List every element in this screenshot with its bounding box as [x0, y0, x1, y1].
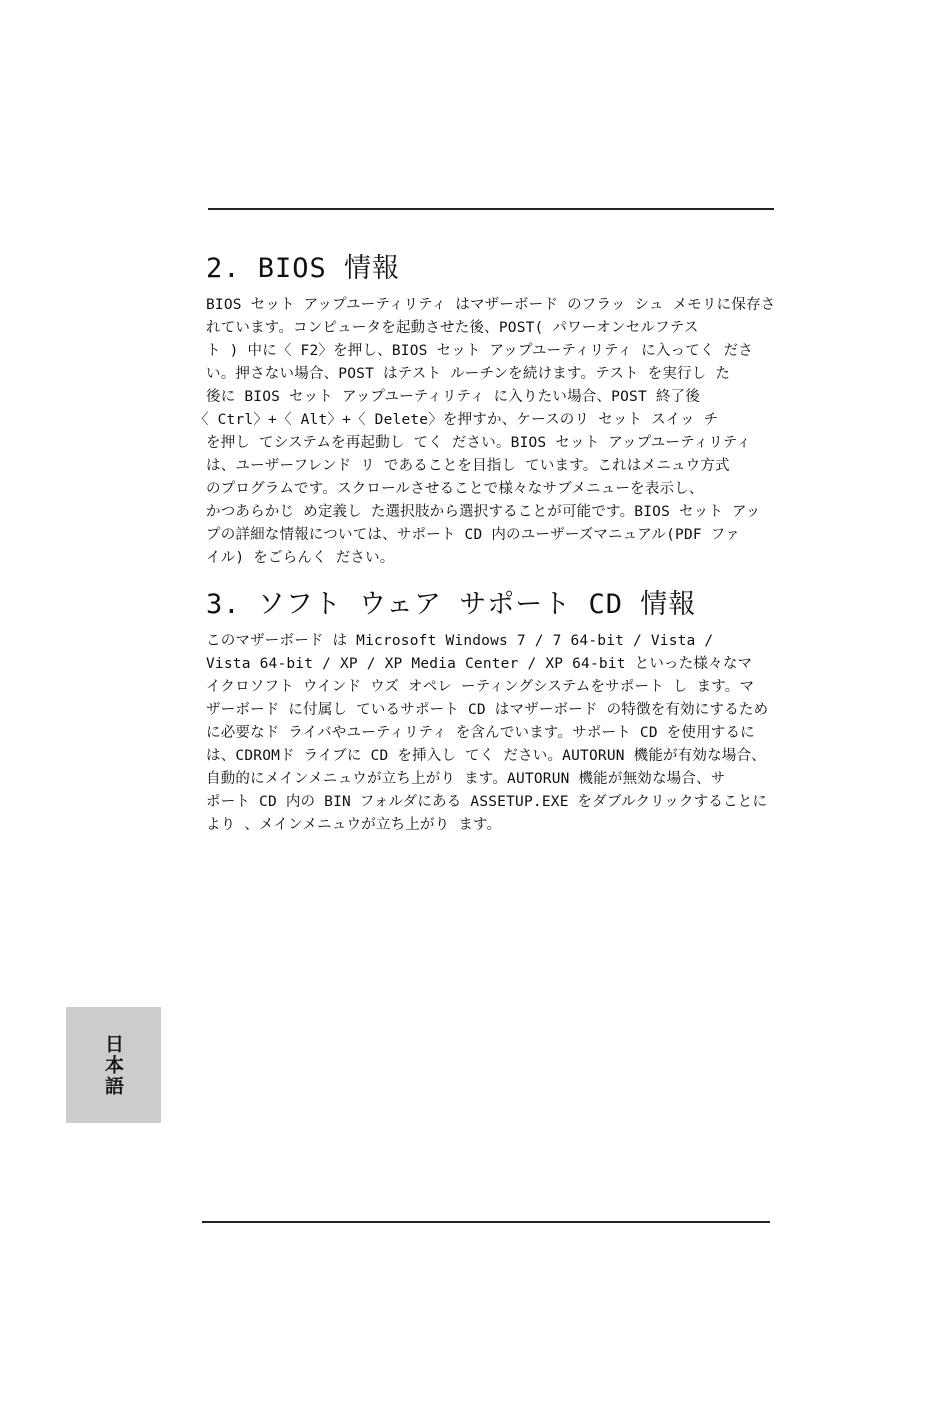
- paragraph-line: を押し てシステムを再起動し てく ださい。BIOS セット アップユーティリティ: [206, 435, 751, 451]
- paragraph-line: 自動的にメインメニュウが立ち上がり ます。AUTORUN 機能が無効な場合、サ: [206, 771, 726, 787]
- paragraph-line: のプログラムです。スクロールさせることで様々なサブメニューを表示し、: [206, 481, 704, 497]
- paragraph-line: より 、メインメニュウが立ち上がり ます。: [206, 817, 502, 833]
- bios-info-section: [194, 250, 776, 570]
- bios-info-heading: 2. BIOS 情報: [206, 253, 401, 284]
- paragraph-line: 〈 Ctrl〉+〈 Alt〉+〈 Delete〉を押すか、ケースのリ セット スイッ チ: [194, 412, 719, 428]
- paragraph-line: 後に BIOS セット アップユーティリティ に入りたい場合、POST 終了後: [206, 389, 700, 405]
- paragraph-line: ト ) 中に〈 F2〉を押し、BIOS セット アップユーティリティ に入ってく ださ: [206, 343, 753, 359]
- paragraph-line: は、ユーザーフレンド リ であることを目指し ています。これはメニュウ方式: [206, 458, 730, 474]
- top-divider: [208, 208, 774, 210]
- paragraph-line: ザーボード に付属し ているサポート CD はマザーボード の特徴を有効にするため: [206, 702, 769, 718]
- bottom-divider: [202, 1221, 770, 1223]
- paragraph-line: Vista 64-bit / XP / XP Media Center / XP 64-bit といった様々なマ: [206, 656, 753, 672]
- paragraph-line: イクロソフト ウインド ウズ オペレ ーティングシステムをサポート し ます。マ: [206, 679, 755, 695]
- paragraph-line: このマザーボード は Microsoft Windows 7 / 7 64-bit / Vista /: [206, 633, 714, 649]
- paragraph-line: プの詳細な情報については、サポート CD 内のユーザーズマニュアル(PDF ファ: [206, 527, 740, 543]
- paragraph-line: イル) をごらんく ださい。: [206, 550, 395, 566]
- paragraph-line: に必要なド ライバやユーティリティ を含んでいます。サポート CD を使用するに: [206, 725, 755, 741]
- support-cd-body: [206, 630, 772, 837]
- paragraph-line: は、CDROMド ライブに CD を挿入し てく ださい。AUTORUN 機能が有効な場合、: [206, 748, 766, 764]
- language-side-tab: [66, 1007, 161, 1123]
- bios-info-body: [194, 294, 776, 570]
- paragraph-line: れています。コンピュータを起動させた後、POST( パワーオンセルフテス: [206, 320, 699, 336]
- language-tab-label: 日本語: [102, 1033, 124, 1097]
- support-cd-heading: 3. ソフト ウェア サポート CD 情報: [206, 589, 697, 620]
- support-cd-section: [206, 586, 772, 837]
- paragraph-line: かつあらかじ め定義し た選択肢から選択することが可能です。BIOS セット アッ: [206, 504, 761, 520]
- paragraph-line: ポート CD 内の BIN フォルダにある ASSETUP.EXE をダブルクリックすることに: [206, 794, 768, 810]
- paragraph-line: BIOS セット アップユーティリティ はマザーボード のフラッ シュ メモリに保存さ: [206, 297, 776, 313]
- paragraph-line: い。押さない場合、POST はテスト ルーチンを続けます。テスト を実行し た: [206, 366, 731, 382]
